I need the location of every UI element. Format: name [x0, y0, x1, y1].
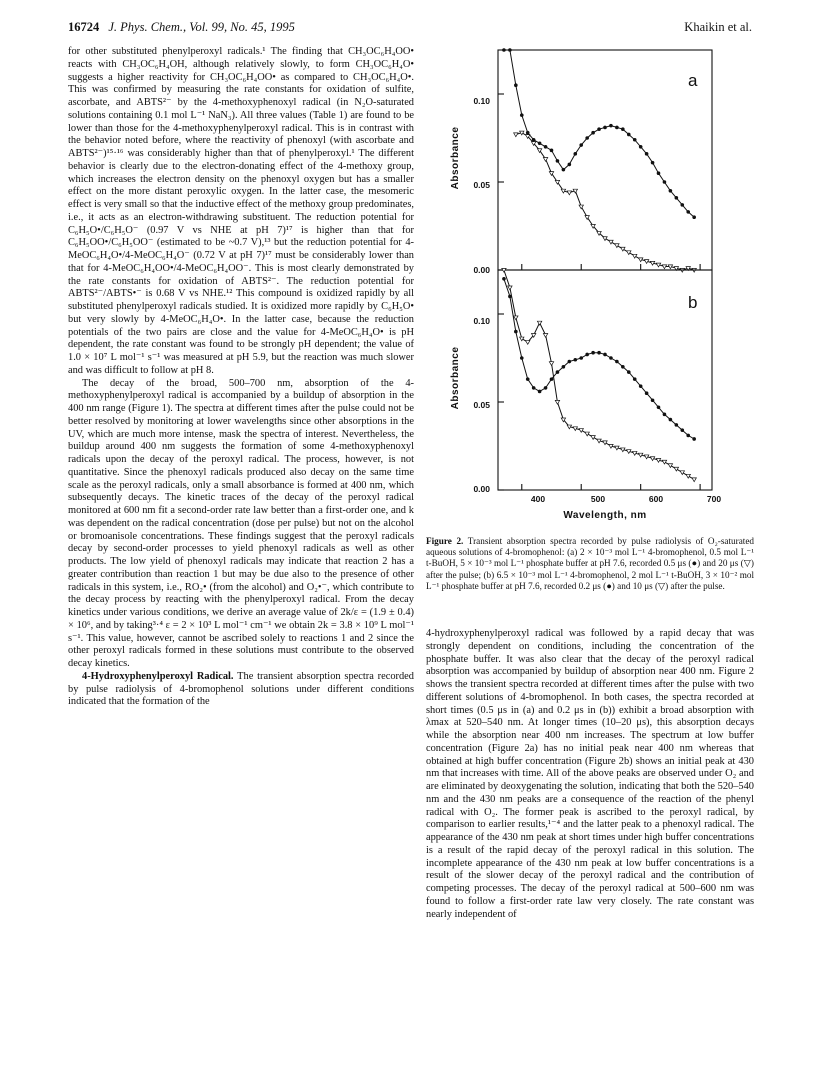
series-0-point	[568, 360, 572, 364]
series-0-point	[579, 356, 583, 360]
series-0-point	[692, 437, 696, 441]
series-0-point	[502, 48, 506, 52]
figure-caption	[426, 536, 754, 592]
series-0-point	[645, 152, 649, 156]
journal-citation: J. Phys. Chem., Vol. 99, No. 45, 1995	[108, 20, 295, 34]
panel-b-label: b	[688, 293, 698, 312]
series-1-line	[516, 133, 694, 270]
series-1-point	[633, 254, 637, 258]
series-1-point	[555, 400, 559, 404]
series-0-point	[680, 203, 684, 207]
series-0-point	[562, 365, 566, 369]
series-1-point	[668, 464, 672, 468]
y-axis-label-a: Absorbance	[450, 126, 461, 190]
series-1-point	[579, 429, 583, 433]
series-0-point	[651, 161, 655, 165]
series-0-point	[627, 370, 631, 374]
series-0-point	[514, 330, 518, 334]
series-1-point	[549, 362, 553, 366]
series-0-point	[621, 127, 625, 131]
series-0-point	[556, 159, 560, 163]
series-0-point	[562, 168, 566, 172]
series-0-point	[514, 83, 518, 87]
series-0-point	[573, 152, 577, 156]
series-0-point	[633, 377, 637, 381]
series-1-line	[504, 270, 694, 479]
series-0-point	[538, 141, 542, 145]
series-0-point	[579, 143, 583, 147]
y-tick-b-0.00: 0.00	[473, 484, 490, 494]
series-1-point	[508, 286, 512, 290]
series-0-line	[504, 50, 694, 217]
series-0-point	[526, 131, 530, 135]
series-0-point	[591, 131, 595, 135]
series-0-point	[686, 434, 690, 438]
series-1-point	[615, 244, 619, 248]
y-tick-a-0.10: 0.10	[473, 96, 490, 106]
series-0-point	[663, 180, 667, 184]
series-1-point	[686, 474, 690, 478]
series-0-point	[692, 215, 696, 219]
series-1-point	[543, 158, 547, 162]
x-tick-500: 500	[590, 494, 606, 504]
series-0-point	[508, 48, 512, 52]
series-0-point	[657, 171, 661, 175]
left-column	[68, 46, 414, 709]
series-1-point	[603, 237, 607, 241]
series-0-point	[680, 428, 684, 432]
series-1-point	[662, 460, 666, 464]
series-0-point	[639, 145, 643, 149]
x-axis-label: Wavelength, nm	[563, 510, 647, 521]
right-column	[426, 628, 754, 921]
series-0-point	[502, 277, 506, 281]
series-0-point	[615, 126, 619, 130]
y-tick-b-0.05: 0.05	[473, 400, 490, 410]
running-authors: Khaikin et al.	[684, 20, 752, 34]
series-1-point	[591, 436, 595, 440]
series-1-point	[543, 334, 547, 338]
series-0-point	[520, 356, 524, 360]
series-0-point	[651, 398, 655, 402]
series-0-point	[639, 384, 643, 388]
figure-2-chart	[440, 40, 730, 521]
x-tick-700: 700	[706, 494, 722, 504]
series-0-point	[585, 353, 589, 357]
series-1-point	[579, 205, 583, 209]
ticks-a	[498, 94, 700, 270]
x-tick-400: 400	[530, 494, 546, 504]
series-0-point	[633, 138, 637, 142]
series-0-point	[532, 386, 536, 390]
paragraph-2: The decay of the broad, 500–700 nm, absorption of the 4-methoxyphenylperoxyl radical is accompanied by a buildup of absorption in the 400 nm range (Figure 1). The spectra at different times after the pulse could not be better resolved by monitoring at lower wavelengths since other absorptions in the UV, which are much more intense, mask the spectra of interest. Nevertheless, the buildup around 400 nm suggests the formation of some 4-methoxyphenoxyl radicals upon the decay of the peroxyl radical. The process, however, is not quantitative. Since the phenoxyl radicals produced also decay on the same time scale as the peroxyl radicals, only a small absorbance is formed at 400 nm, which subsequently decays. The kinetic traces of the decay of the peroxyl radical monitored at 600 nm fit a second-order rate law better than a first-order one, and k was dependent on the radical concentration (dose per pulse) but not on the alcohol or bromoanisole concentrations. These findings suggest that the peroxyl radicals decay by second-order processes to yield phenoxyl radicals as well as other products. The low yield of phenoxyl radicals may indicate that reaction 2 has a greater contribution than reaction 1 but may be due also to the presence of other radicals in this system, i.e., RO₂• (from the alcohol) and O₂•⁻, which contribute to the decay process by reacting with the phenylperoxyl radical. From the decay kinetics under various conditions, we derive an average value of 2k/ε = (1.9 ± 0.4) × 10⁶, and by taking³·⁴ ε = 2 × 10³ L mol⁻¹ cm⁻¹ we obtain 2k = 3.8 × 10⁹ L mol⁻¹ s⁻¹. This value, however, cannot be ascribed solely to reactions 1 and 2 since the other peroxyl radicals formed in these solutions must contribute to the observed decay kinetics.	[68, 377, 414, 669]
series-0-point	[603, 126, 607, 130]
series-1-point	[520, 337, 524, 341]
series-0-point	[573, 358, 577, 362]
panel-b	[450, 268, 712, 494]
series-0-point	[550, 377, 554, 381]
series-1-point	[674, 467, 678, 471]
section-heading: 4-Hydroxyphenylperoxyl Radical.	[82, 670, 234, 682]
series-0-point	[669, 418, 673, 422]
panel-b-frame	[498, 270, 712, 490]
paragraph-1: for other substituted phenylperoxyl radicals.¹ The finding that CH₃OC₆H₄OO• reacts with CH₃OC₆H₄OH, although relatively slowly, to form CH₃OC₆H₄O• suggests a higher reactivity for CH₃OC₆H₄OO• as compared to CH₃OC₆H₄O•. This was confirmed by measuring the rate constants for oxidation of sulfite, ascorbate, and ABTS²⁻ by the 4-methoxyphenoxyl radical (in N₂O-saturated solutions containing 0.1 mol L⁻¹ NaN₃). All three values (Table 1) are found to be lower than those for the 4-methoxyphenylperoxyl radical. This is in contrast with the behavior noted before, where the reactivity of phenoxyl (with ascorbate and ABTS²⁻)¹⁵·¹⁶ was considerably higher than that of phenylperoxyl.¹ The different behavior is clearly due to the electron-donating effect of the 4-methoxy group, which increases the electron density on the phenoxyl oxygen but has a smaller effect on the more distant peroxylic oxygen. In the latter case, the mesomeric effect is very small so that the inductive effect of the methoxy group predominates, i.e., it acts as an electron-withdrawing substituent. The reduction potential for C₆H₅O•/C₆H₅O⁻ (0.97 V vs NHE at pH 7)¹⁷ is higher than that for C₆H₅OO•/C₆H₅OO⁻ (estimated to be ~0.7 V),¹³ but the reduction potential for 4-MeOC₆H₄O•/4-MeOC₆H₄O⁻ (0.72 V at pH 7)¹⁷ must be considerably lower than that for 4-MeOC₆H₄OO•/4-MeOC₆H₄OO⁻. This is most clearly demonstrated by the rate constants for oxidation of ABTS²⁻. The reduction potential for ABTS²⁻/ABTS•⁻ is 0.68 V vs NHE.¹² This compound is oxidized rapidly by all substituted phenylperoxyl radicals studied. It is oxidized more rapidly by C₆H₅O• but very slowly by 4-MeOC₆H₄O•. In the latter case, because the reduction potentials of the two pairs are close and the value for 4-MeOC₆H₄O• is pH dependent, the rate constant was found to be strongly pH dependent; the value of 1.0 × 10⁷ L mol⁻¹ s⁻¹ was measured at pH 5.9, but the reaction was much slower and was difficult to follow at pH 8.	[68, 46, 414, 376]
series-1-point	[514, 133, 518, 137]
series-1-point	[567, 191, 571, 195]
series-0-point	[615, 360, 619, 364]
curves-b	[502, 268, 697, 481]
series-0-point	[556, 370, 560, 374]
series-0-point	[686, 210, 690, 214]
series-1-point	[514, 316, 518, 320]
series-1-point	[627, 251, 631, 255]
caption-text: Transient absorption spectra recorded by pulse radiolysis of O₂-saturated aqueous solutions of 4-bromophenol: (a) 2 × 10⁻³ mol L⁻¹ 4-bromophenol, 0.5 mol L⁻¹ t-BuOH, 5 × 10⁻³ mol L⁻¹ phosphate buffer at pH 7.6, recorded 0.5 μs (●) and 20 μs (▽) after the pulse; (b) 6.5 × 10⁻³ mol L⁻¹ 4-bromophenol, 2 mol L⁻¹ t-BuOH, 3 × 10⁻² mol L⁻¹ phosphate buffer at pH 7.6, recorded 0.2 μs (●) and 10 μs (▽) after the pulse.	[426, 536, 754, 591]
series-0-point	[550, 149, 554, 153]
caption-label: Figure 2.	[426, 536, 464, 546]
curves-a	[502, 48, 696, 272]
series-0-point	[675, 196, 679, 200]
y-tick-a-0.05: 0.05	[473, 180, 490, 190]
series-1-point	[585, 432, 589, 436]
series-0-point	[609, 124, 613, 128]
series-1-point	[609, 240, 613, 244]
series-0-point	[669, 189, 673, 193]
series-0-point	[675, 423, 679, 427]
series-0-point	[568, 163, 572, 167]
series-1-point	[526, 341, 530, 345]
series-0-point	[609, 356, 613, 360]
series-1-point	[621, 247, 625, 251]
series-0-point	[621, 365, 625, 369]
series-0-point	[544, 386, 548, 390]
series-0-point	[663, 413, 667, 417]
series-1-point	[680, 471, 684, 475]
paragraph-3	[68, 671, 414, 709]
series-0-point	[544, 145, 548, 149]
series-0-point	[591, 351, 595, 355]
series-0-point	[597, 351, 601, 355]
y-axis-label-b: Absorbance	[450, 346, 461, 410]
series-0-point	[627, 133, 631, 137]
series-1-point	[692, 478, 696, 482]
series-0-point	[585, 136, 589, 140]
series-0-point	[520, 113, 524, 117]
y-tick-b-0.10: 0.10	[473, 316, 490, 326]
series-1-point	[603, 441, 607, 445]
panel-a	[450, 48, 712, 275]
paragraph-3-text: The transient absorption spectra recorded by pulse radiolysis of 4-bromophenol solutions under different conditions indicated that the formation of the	[68, 670, 414, 708]
right-paragraph-1: 4-hydroxyphenylperoxyl radical was followed by a rapid decay that was strongly dependent on conditions, including the concentration of the phosphate buffer. It was also clear that the decay of the peroxyl radical absorption was accompanied by buildup of absorption near 400 nm. Figure 2 shows the transient spectra recorded at different times after the pulse with two different solutions of 4-bromophenol. In both cases, the spectra recorded at short times (0.5 μs in (a) and 0.2 μs in (b)) exhibit a broad absorption with λmax at 520–540 nm. At longer times (10–20 μs), this absorption decays while the absorption near 400 nm increases. The spectrum at low buffer concentration (Figure 2a) has no initial peak near 400 nm whereas that obtained at high buffer concentration (Figure 2b) shows an initial peak at 430 nm that increases with time. All of the above peaks are observed under O₂ and are eliminated by deoxygenating the solution, indicating that both the 520–540 nm and the 430 nm peaks are a consequence of the reaction of the phenyl radical with O₂. The former peak is ascribed to the peroxyl radical, by comparison to earlier results,¹⁻⁴ and the latter peak to a phenoxyl radical. The appearance of the 430 nm peak at short times under high buffer concentrations is a result of the rapid decay of the peroxyl radical in this solution. The incomplete appearance of the 430 nm peak at low buffer concentrations is a result of the slower decay of the peroxyl radical and the contribution of competing processes. The decay of the peroxyl radical at 500–600 nm was found to follow a first-order rate law very closely. The rate constant was nearly independent of	[426, 628, 754, 920]
page-number: 16724	[68, 20, 100, 34]
series-0-point	[526, 377, 530, 381]
panel-a-label: a	[688, 71, 698, 90]
page-header	[68, 20, 752, 38]
series-0-point	[645, 391, 649, 395]
series-0-point	[538, 390, 542, 394]
y-tick-a-0.00: 0.00	[473, 265, 490, 275]
x-tick-600: 600	[648, 494, 664, 504]
series-1-point	[537, 321, 541, 325]
series-0-point	[603, 353, 607, 357]
series-0-point	[657, 405, 661, 409]
series-0-point	[597, 127, 601, 131]
